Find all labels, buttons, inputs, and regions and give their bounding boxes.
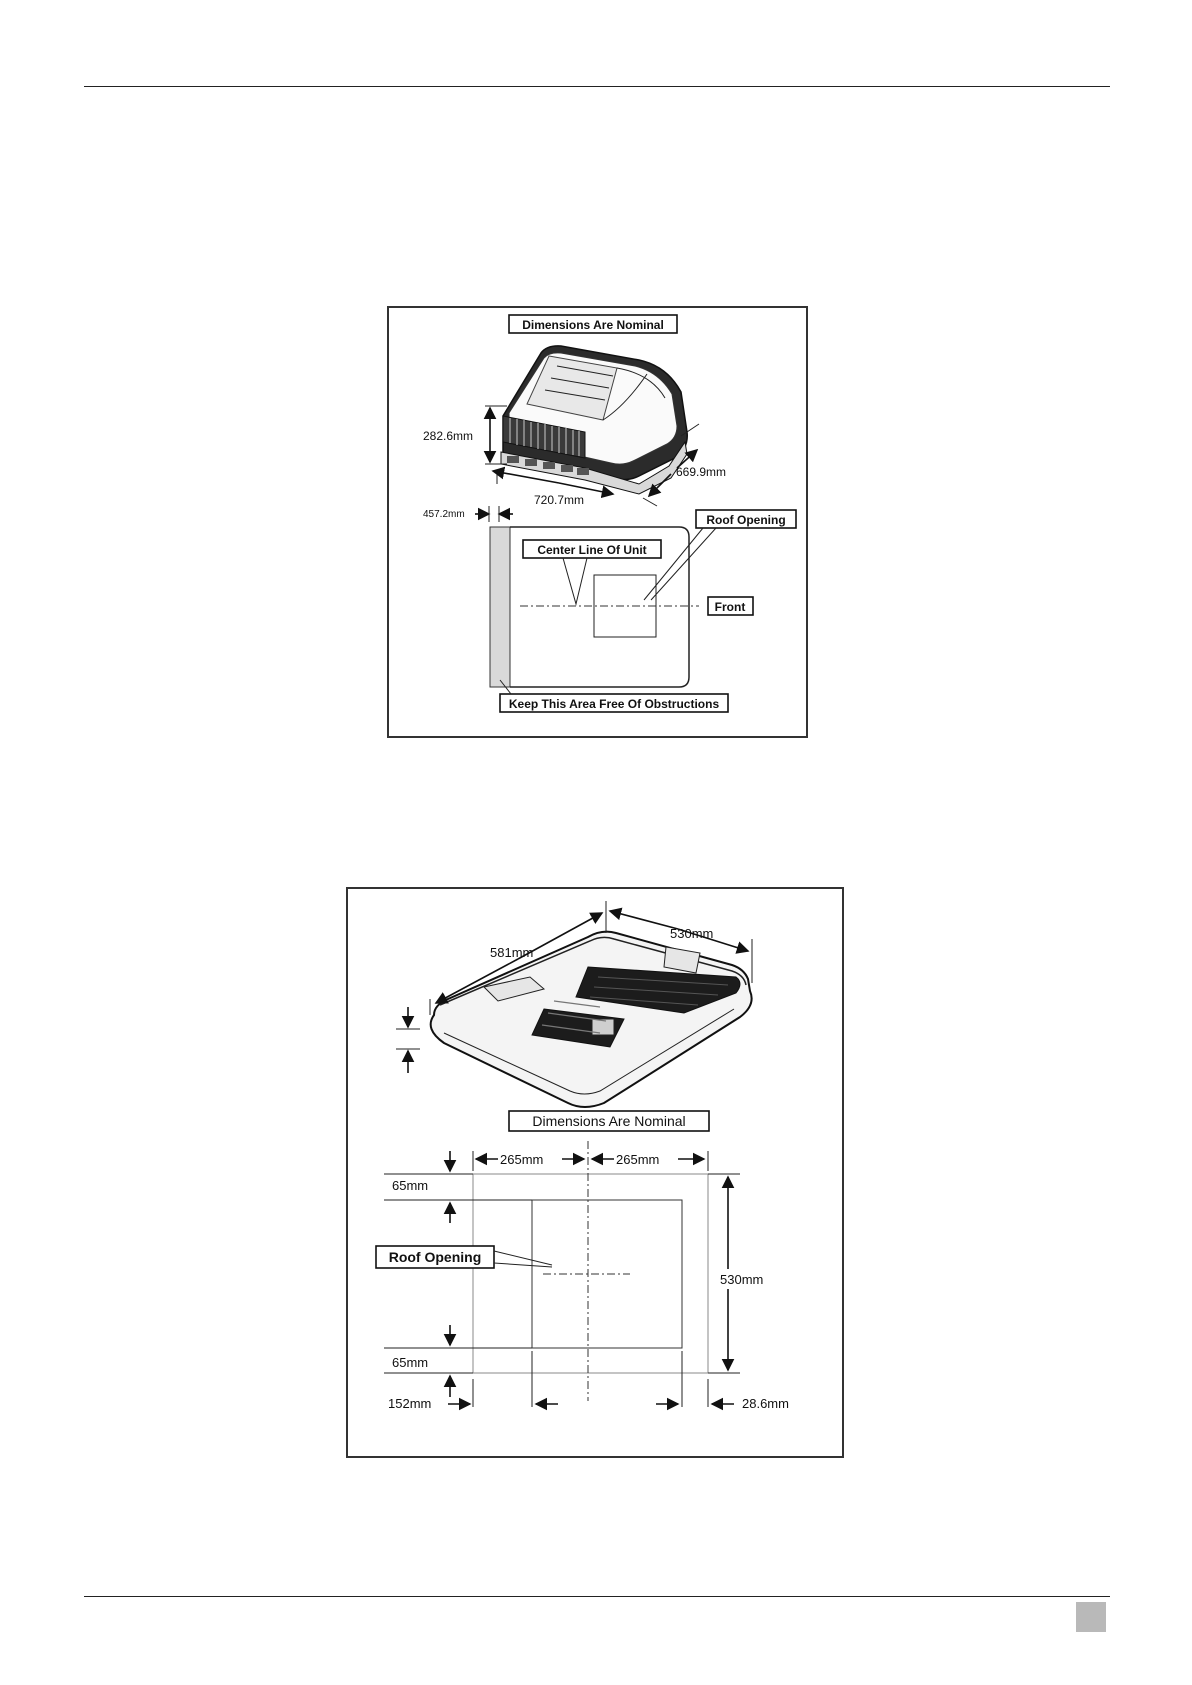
- fig2-width-label: 530mm: [670, 926, 714, 941]
- svg-text:Roof Opening: Roof Opening: [388, 1249, 482, 1265]
- fig1-height-label: 282.6mm: [423, 429, 474, 443]
- fig1-width-label: 720.7mm: [534, 493, 585, 507]
- rooftop-unit-figure: [387, 306, 808, 738]
- fig2-top-margin-label: 65mm: [392, 1178, 429, 1193]
- ceiling-plan: [473, 1141, 708, 1401]
- svg-text:Keep This Area Free Of Obstruc: Keep This Area Free Of Obstructions: [508, 697, 720, 711]
- fig1-title: [509, 315, 677, 333]
- svg-text:Roof Opening: Roof Opening: [706, 513, 786, 527]
- fig2-left-offset-label: 152mm: [388, 1396, 432, 1411]
- fig2-bottom-margin-label: 65mm: [392, 1355, 429, 1370]
- fig1-clearance-label: 457.2mm: [423, 509, 465, 520]
- roof-opening-callout: [644, 510, 796, 600]
- header-rule: [84, 86, 1110, 87]
- fig2-title: [509, 1111, 709, 1131]
- svg-text:Center Line Of Unit: Center Line Of Unit: [537, 543, 647, 557]
- front-callout: [708, 597, 753, 615]
- ceiling-assembly-figure: [346, 887, 844, 1458]
- keep-free-callout: [500, 680, 728, 712]
- fig2-length-label: 581mm: [490, 945, 534, 960]
- center-line-callout: [523, 540, 661, 604]
- fig2-left-half-label: 265mm: [500, 1152, 544, 1167]
- svg-text:Front: Front: [714, 600, 746, 614]
- svg-text:Dimensions Are Nominal: Dimensions Are Nominal: [532, 1113, 686, 1129]
- ceiling-unit-drawing: [431, 932, 752, 1107]
- fig2-right-half-label: 265mm: [616, 1152, 660, 1167]
- rooftop-unit-drawing: [501, 346, 687, 494]
- page-number-box: [1076, 1602, 1106, 1632]
- svg-text:Dimensions Are Nominal: Dimensions Are Nominal: [522, 318, 664, 332]
- footer-rule: [84, 1596, 1110, 1597]
- fig2-side-label: 530mm: [720, 1272, 764, 1287]
- fig2-right-offset-label: 28.6mm: [742, 1396, 789, 1411]
- fig1-depth-label: 669.9mm: [676, 465, 727, 479]
- fig2-roof-opening-callout: [376, 1246, 552, 1268]
